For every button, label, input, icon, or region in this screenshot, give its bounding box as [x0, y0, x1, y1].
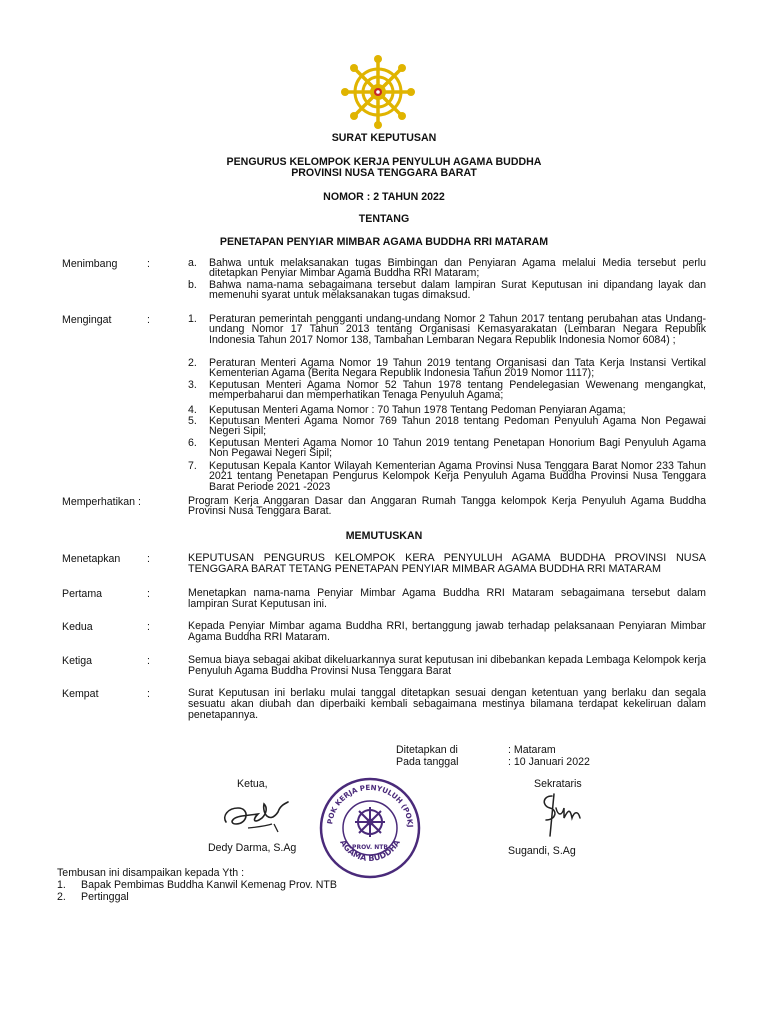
item-text: Peraturan Menteri Agama Nomor 19 Tahun 2019 tentang Organisasi dan Tata Kerja Instansi Vertikal Kementerian Agama (Berita Negara Republik Indonesia Tahun 2019 Nomor 1117); — [209, 357, 706, 380]
menetapkan-label: Menetapkan — [62, 553, 121, 565]
ketiga-colon: : — [147, 655, 150, 667]
chairman-title: Ketua, — [237, 778, 268, 790]
tembusan-intro: Tembusan ini disampaikan kepada Yth : — [57, 867, 245, 879]
place-label: Ditetapkan di — [396, 744, 458, 756]
stamp-bottom-text: AGAMA BUDDHA — [338, 838, 402, 864]
stamp-middle-text: PROV. NTB — [352, 844, 388, 851]
ketiga-text: Semua biaya sebagai akibat dikeluarkannya surat keputusan ini dibebankan kepada Lembaga Kelompok kerja Penyuluh Agama Buddha Provinsi Nusa Tenggara Barat — [188, 654, 706, 677]
date-value: : 10 Januari 2022 — [508, 756, 590, 768]
item-text: Bahwa untuk melaksanakan tugas Bimbingan dan Penyiaran Agama melalui Media tersebut perlu ditetapkan Penyiar Mimbar Agama Buddha RRI Mataram; — [209, 257, 706, 280]
dharma-wheel-icon — [341, 55, 415, 129]
organization-line-1: PENGURUS KELOMPOK KERJA PENYULUH AGAMA BUDDHA — [226, 156, 542, 168]
menimbang-item — [188, 280, 706, 301]
mengingat-item — [188, 358, 706, 379]
secretary-title: Sekrataris — [534, 778, 582, 790]
item-text: Keputusan Menteri Agama Nomor 10 Tahun 2019 tentang Penetapan Honorium Bagi Penyuluh Agama Non Pegawai Negeri Sipil; — [209, 437, 706, 460]
mengingat-item — [188, 438, 706, 459]
organization-stamp — [318, 776, 422, 880]
pertama-text: Menetapkan nama-nama Penyiar Mimbar Agama Buddha RRI Mataram sebagaimana tersebut dalam lampiran Surat Keputusan ini. — [188, 587, 706, 610]
mengingat-label: Mengingat — [62, 314, 112, 326]
pertama-colon: : — [147, 588, 150, 600]
chairman-name: Dedy Darma, S.Ag — [208, 842, 297, 854]
mengingat-colon: : — [147, 314, 150, 326]
item-text: Keputusan Menteri Agama Nomor 769 Tahun 2018 tentang Pedoman Penyuluh Agama Non Pegawai Negeri Sipil; — [209, 415, 706, 438]
item-marker: 4. — [188, 404, 197, 416]
item-text: Pertinggal — [81, 891, 129, 903]
mengingat-item — [188, 416, 706, 437]
kedua-colon: : — [147, 621, 150, 633]
item-text: Bahwa nama-nama sebagaimana tersebut dalam lampiran Surat Keputusan ini dipandang layak dan memenuhi syarat untuk melaksanakan tugas dimaksud. — [209, 279, 706, 302]
item-marker: 1. — [57, 879, 66, 891]
menetapkan-colon: : — [147, 553, 150, 565]
item-text: Keputusan Menteri Agama Nomor 52 Tahun 1978 tentang Pendelegasian Wewenang mengangkat, memperbaharui dan memperhatikan Tenaga Penyuluh Agama; — [209, 379, 706, 402]
document-number: NOMOR : 2 TAHUN 2022 — [323, 191, 445, 203]
svg-text:KELOMPOK KERJA PENYULUH (POKJA — [318, 776, 415, 828]
kedua-label: Kedua — [62, 621, 93, 633]
keempat-colon: : — [147, 688, 150, 700]
document-title: SURAT KEPUTUSAN — [331, 132, 437, 144]
menimbang-colon: : — [147, 258, 150, 270]
menetapkan-text: KEPUTUSAN PENGURUS KELOMPOK KERA PENYULUH AGAMA BUDDHA PROVINSI NUSA TENGGARA BARAT TETANG PENETAPAN PENYIAR MIMBAR AGAMA BUDDHA RRI MATARAM — [188, 552, 706, 575]
memperhatikan-text: Program Kerja Anggaran Dasar dan Anggaran Rumah Tangga kelompok Kerja Penyuluh Agama Buddha Provinsi Nusa Tenggara Barat. — [188, 495, 706, 518]
memutuskan-heading: MEMUTUSKAN — [345, 530, 423, 542]
mengingat-item — [188, 380, 706, 401]
menimbang-item — [188, 258, 706, 279]
item-text: Bapak Pembimas Buddha Kanwil Kemenag Prov. NTB — [81, 879, 337, 891]
item-marker: 6. — [188, 437, 197, 449]
stamp-top-text: POK KERJA PENYULUH (POKJ — [325, 782, 416, 828]
secretary-name: Sugandi, S.Ag — [508, 845, 576, 857]
item-marker: 2. — [57, 891, 66, 903]
item-marker: 1. — [188, 313, 197, 325]
item-marker: 3. — [188, 379, 197, 391]
item-text: Keputusan Kepala Kantor Wilayah Kementerian Agama Provinsi Nusa Tenggara Barat Nomor 233 Tahun 2021 tentang Penetapan Pengurus Kelompok Kerja Penyuluh Agama Buddha Provinsi Nusa Tenggara Barat Periode 2021 -2023 — [209, 460, 706, 493]
item-marker: a. — [188, 257, 197, 269]
subject-heading: PENETAPAN PENYIAR MIMBAR AGAMA BUDDHA RRI MATARAM — [219, 236, 549, 248]
menimbang-label: Menimbang — [62, 258, 118, 270]
item-marker: 7. — [188, 460, 197, 472]
item-text: Keputusan Menteri Agama Nomor : 70 Tahun 1978 Tentang Pedoman Penyiaran Agama; — [209, 404, 626, 416]
chairman-signature — [218, 794, 298, 836]
mengingat-item — [188, 405, 706, 415]
item-marker: 2. — [188, 357, 197, 369]
about-heading: TENTANG — [358, 213, 410, 225]
ketiga-label: Ketiga — [62, 655, 93, 667]
kedua-text: Kepada Penyiar Mimbar agama Buddha RRI, bertanggung jawab terhadap pelaksanaan Penyiaran Mimbar Agama Buddha RRI Mataram. — [188, 620, 706, 643]
pertama-label: Pertama — [62, 588, 103, 600]
organization-line-2: PROVINSI NUSA TENGGARA BARAT — [291, 167, 477, 179]
tembusan-item — [57, 879, 337, 891]
item-marker: 5. — [188, 415, 197, 427]
secretary-signature — [532, 790, 592, 840]
keempat-text: Surat Keputusan ini berlaku mulai tanggal ditetapkan sesuai dengan ketentuan yang berlaku dan segala sesuatu akan diubah dan diperbaiki kembali sebagaimana mestinya bilamana terdapat kekeliruan dalam penetapannya. — [188, 687, 706, 721]
mengingat-item — [188, 314, 706, 345]
place-value: : Mataram — [508, 744, 556, 756]
item-text: Peraturan pemerintah pengganti undang-undang Nomor 2 Tahun 2017 tentang perubahan atas Undang-undang Nomor 17 Tahun 2013 tentang Organisasi Kemasyarakatan (Lembaran Negara Republik Indonesia Tahun 2017 Nomor 138, Tambahan Lembaran Negara Republik Indonesia Nomor 6084) ; — [209, 313, 706, 346]
item-marker: b. — [188, 279, 197, 291]
mengingat-item — [188, 461, 706, 492]
keempat-label: Kempat — [62, 688, 99, 700]
tembusan-item — [57, 891, 129, 903]
memperhatikan-label: Memperhatikan : — [62, 496, 141, 508]
date-label: Pada tanggal — [396, 756, 459, 768]
